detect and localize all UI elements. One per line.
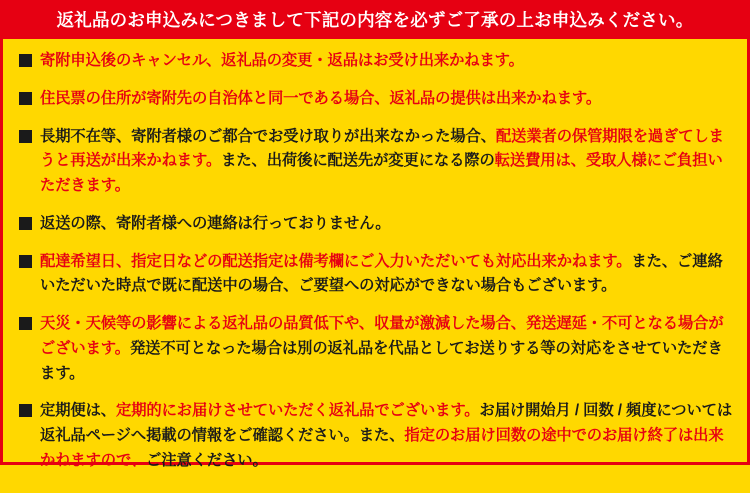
notice-item-text — [40, 399, 733, 473]
notice-item — [19, 399, 733, 473]
square-bullet-icon — [19, 317, 32, 330]
square-bullet-icon — [19, 92, 32, 105]
notice-item — [19, 125, 733, 199]
notice-text-segment: 配送業者の保管期限を過ぎてしまうと再送が出来かねます。 — [40, 127, 724, 170]
notice-text-segment: 発送不可となった場合は別の返礼品を代品としてお送りする等の対応をさせていただきます。 — [40, 339, 723, 382]
notice-text-segment: また、ご連絡いただいた時点で既に配送中の場合、ご要望への対応ができない場合もございます。 — [40, 252, 723, 295]
notice-text-segment: 配達希望日、指定日などの配送指定は備考欄にご入力いただいても対応出来かねます。 — [40, 252, 632, 270]
notice-item — [19, 312, 733, 386]
notice-item-text — [40, 87, 733, 112]
notice-text-segment: 指定のお届け回数の途中でのお届け終了は出来かねますので、 — [40, 427, 724, 469]
notice-text-segment: 転送費用は、受取人様にご負担いただきます。 — [40, 152, 723, 195]
notice-text-segment: 定期的にお届けさせていただく返礼品でございます。 — [116, 402, 480, 420]
notice-item-text — [40, 49, 733, 74]
square-bullet-icon — [19, 54, 32, 67]
notice-text-segment: ご注意ください。 — [146, 451, 268, 469]
notice-text-segment: 長期不在等、寄附者様のご都合でお受け取りが出来なかった場合、 — [40, 127, 496, 145]
notice-item-text — [40, 212, 733, 237]
notice-text-segment: 定期便は、 — [40, 402, 116, 420]
notice-item-text — [40, 125, 733, 199]
square-bullet-icon — [19, 404, 32, 417]
notice-text-segment: 天災・天候等の影響による返礼品の品質低下や、収量が激減した場合、発送遅延・不可となる場合がございます。 — [40, 315, 724, 357]
notice-text-segment: また、出荷後に配送先が変更になる際の — [221, 152, 495, 170]
notice-text-segment: お届け開始月 / 回数 / 頻度については返礼品ページへ掲載の情報をご確認ください。また、 — [40, 402, 733, 445]
notice-item-text — [40, 250, 733, 300]
notice-text-segment: 住民票の住所が寄附先の自治体と同一である場合、返礼品の提供は出来かねます。 — [40, 89, 602, 107]
notice-item-text — [40, 312, 733, 386]
notice-header-title: 返礼品のお申込みにつきまして下記の内容を必ずご了承の上お申込みください。 — [3, 3, 747, 39]
notice-item — [19, 49, 733, 74]
square-bullet-icon — [19, 255, 32, 268]
notice-text-segment: 寄附申込後のキャンセル、返礼品の変更・返品はお受け出来かねます。 — [40, 52, 524, 69]
notice-item — [19, 212, 733, 237]
square-bullet-icon — [19, 130, 32, 143]
notice-item-list — [3, 39, 747, 493]
square-bullet-icon — [19, 217, 32, 230]
notice-text-segment: 返送の際、寄附者様への連絡は行っておりません。 — [40, 214, 391, 232]
notice-item — [19, 87, 733, 112]
notice-item — [19, 250, 733, 300]
